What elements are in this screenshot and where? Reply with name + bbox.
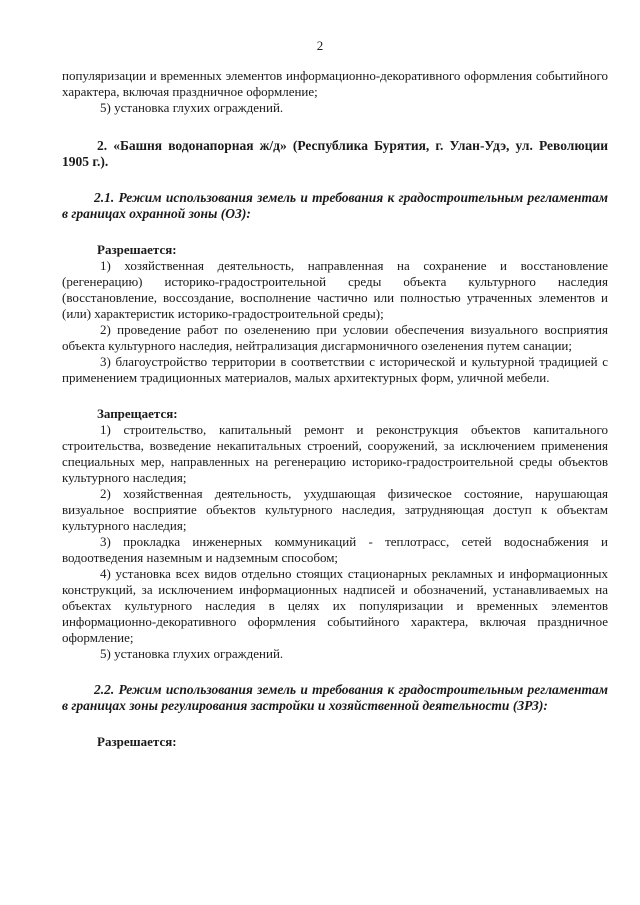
- forbidden-item: 5) установка глухих ограждений.: [100, 646, 284, 661]
- allowed-item: 1) хозяйственная деятельность, направленная на сохранение и восстановление (регенерацию) историко-градостроительной среды объекта культурного наследия (восстановление, воссоздание, восполнение частично или полностью утраченных элементов и (или) характеристик историко-градостроительной среды);: [62, 258, 608, 321]
- allowed-label: Разрешается:: [97, 734, 177, 749]
- forbidden-item: 1) строительство, капитальный ремонт и реконструкция объектов капитального строительства, возведение некапитальных строений, сооружений, за исключением применения специальных мер, направленных на регенерацию историко-градостроительной среды объектов культурного наследия;: [62, 422, 608, 485]
- allowed-item: 2) проведение работ по озеленению при условии обеспечения визуального восприятия объекта культурного наследия, нейтрализация дисгармоничного озеленения путем санации;: [62, 322, 608, 353]
- continued-paragraph: популяризации и временных элементов информационно-декоративного оформления событийного характера, включая праздничное оформление;: [62, 68, 608, 99]
- allowed-item: 3) благоустройство территории в соответствии с исторической и культурной традицией с применением традиционных материалов, малых архитектурных форм, уличной мебели.: [62, 354, 608, 385]
- object-title: 2. «Башня водонапорная ж/д» (Республика Бурятия, г. Улан-Удэ, ул. Революции 1905 г.).: [62, 138, 608, 169]
- page-content: [62, 68, 608, 750]
- forbidden-label: Запрещается:: [97, 406, 178, 421]
- forbidden-item: 2) хозяйственная деятельность, ухудшающая физическое состояние, нарушающая визуальное восприятие объектов культурного наследия, затрудняющая доступ к объектам культурного наследия;: [62, 486, 608, 533]
- forbidden-item: 4) установка всех видов отдельно стоящих стационарных рекламных и информационных конструкций, за исключением информационных надписей и обозначений, устанавливаемых на объектах культурного наследия в целях их популяризации и временных элементов информационно-декоративного оформления событийного характера, включая праздничное оформление;: [62, 566, 608, 645]
- forbidden-item: 3) прокладка инженерных коммуникаций - теплотрасс, сетей водоснабжения и водоотведения наземным и надземным способом;: [62, 534, 608, 565]
- page-number: 2: [316, 38, 324, 53]
- continued-list-item: 5) установка глухих ограждений.: [100, 100, 284, 115]
- section-2-2-heading: 2.2. Режим использования земель и требования к градостроительным регламентам в границах зоны регулирования застройки и хозяйственной деятельности (ЗРЗ):: [62, 682, 608, 713]
- allowed-label: Разрешается:: [97, 242, 177, 257]
- section-2-1-heading: 2.1. Режим использования земель и требования к градостроительным регламентам в границах охранной зоны (ОЗ):: [62, 190, 608, 221]
